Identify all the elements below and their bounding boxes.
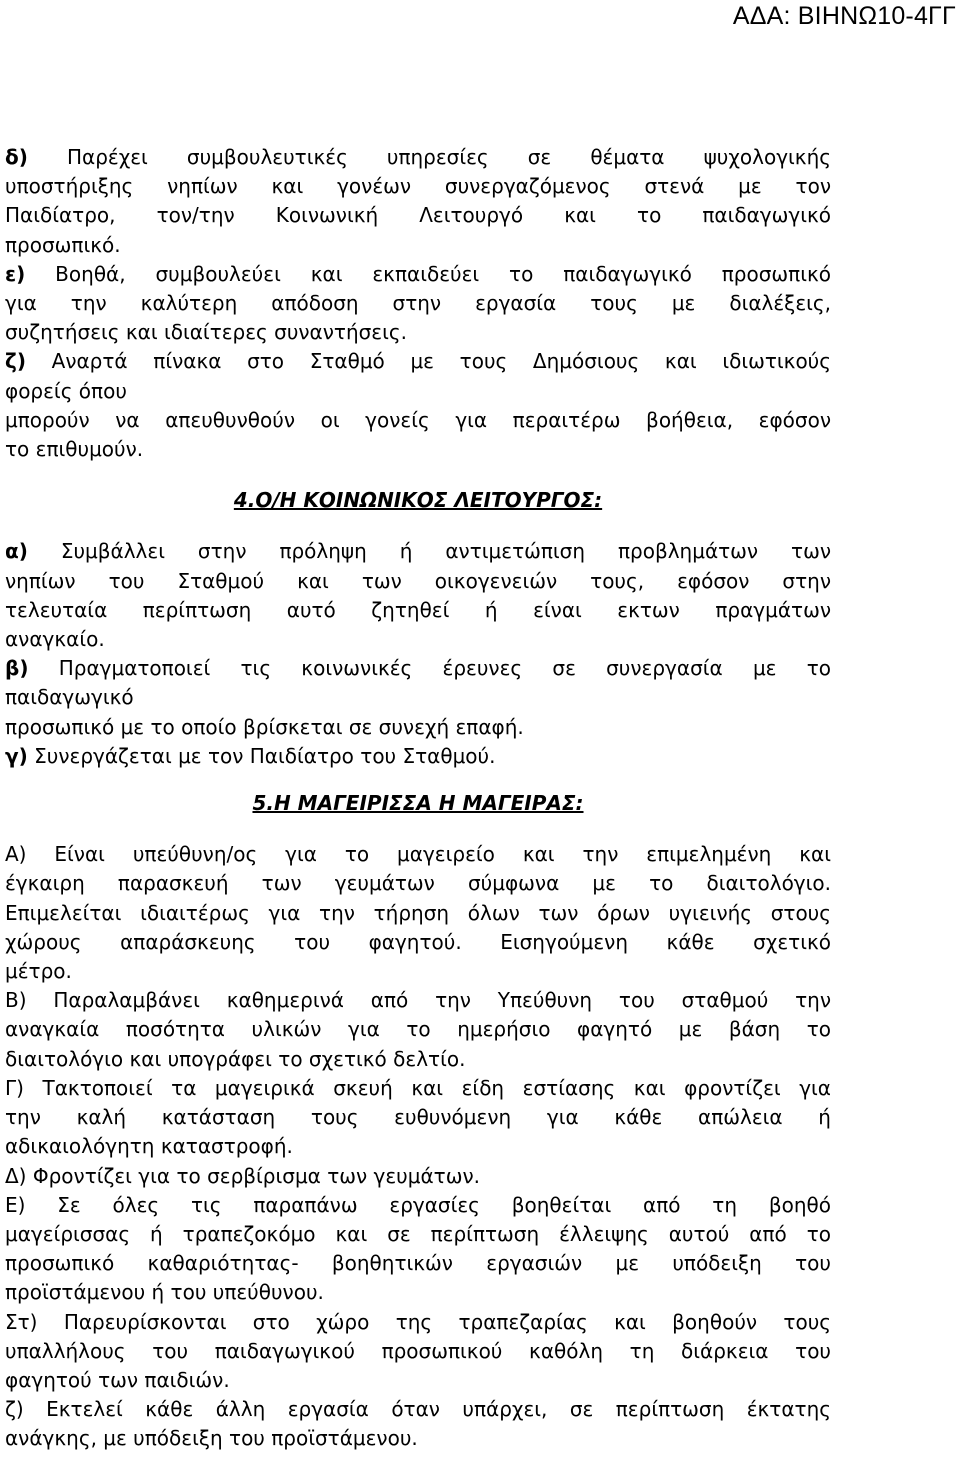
cook-line-17: Στ) Παρευρίσκονται στο χώρο της τραπεζαρίας και βοηθούν τους — [5, 1309, 831, 1334]
cook-line-15: προσωπικό καθαριότητας- βοηθητικών εργασιών με υπόδειξη του — [5, 1251, 831, 1276]
item-d-line-1 — [5, 143, 831, 172]
cook-line-20: ζ) Εκτελεί κάθε άλλη εργασία όταν υπάρχει, σε περίπτωση έκτατης — [5, 1397, 831, 1422]
item-e-text-1: Βοηθά, συμβουλεύει και εκπαιδεύει το παιδαγωγικό προσωπικό — [25, 261, 831, 286]
cook-line-6: Β) Παραλαμβάνει καθημερινά από την Υπεύθυνη του σταθμού την — [5, 988, 831, 1013]
item-a-line-3: τελευταία περίπτωση αυτό ζητηθεί ή είναι εκτων πραγμάτων — [5, 597, 831, 622]
cook-line-12: Δ) Φροντίζει για το σερβίρισμα των γευμάτων. — [5, 1163, 480, 1188]
cook-line-10: την καλή κατάσταση τους ευθυνόμενη για κάθε απώλεια ή — [5, 1105, 831, 1130]
item-a-line-2: νηπίων του Σταθμού και των οικογενειών τους, εφόσον στην — [5, 568, 831, 593]
spacer — [5, 818, 831, 840]
item-b-marker: β) — [5, 656, 29, 681]
cook-line-8: διαιτολόγιο και υπογράφει το σχετικό δελτίο. — [5, 1046, 466, 1071]
cook-line-5: μέτρο. — [5, 959, 72, 984]
item-z-line-2: φορείς όπου — [5, 378, 127, 403]
cook-line-3: Επιμελείται ιδιαιτέρως για την τήρηση όλων των όρων υγιεινής στους — [5, 900, 831, 925]
cook-line-18: υπαλλήλους του παιδαγωγικού προσωπικού καθόλη τη διάρκεια του — [5, 1338, 831, 1363]
section-5-heading: 5.Η ΜΑΓΕΙΡΙΣΣΑ Η ΜΑΓΕΙΡΑΣ: — [252, 791, 584, 816]
item-a-text-1: Συμβάλλει στην πρόληψη ή αντιμετώπιση προβλημάτων των — [27, 539, 831, 564]
item-b-text-1: Πραγματοποιεί τις κοινωνικές έρευνες σε συνεργασία με το — [28, 656, 831, 681]
item-d-line-2: υποστήριξης νηπίων και γονέων συνεργαζόμενος στενά με τον — [5, 174, 831, 199]
cook-line-16: προϊστάμενου ή του υπεύθυνου. — [5, 1280, 324, 1305]
cook-line-14: μαγείρισσας ή τραπεζοκόμο και σε περίπτωση έλλειψης αυτού από το — [5, 1221, 831, 1246]
document-code: ΑΔΑ: ΒΙΗΝΩ10-4ΓΓ — [732, 2, 956, 30]
cook-line-4: χώρους απαράσκευης του φαγητού. Εισηγούμενη κάθε σχετικό — [5, 929, 831, 954]
cook-line-19: φαγητού των παιδιών. — [5, 1367, 230, 1392]
cook-line-1: Α) Είναι υπεύθυνη/ος για το μαγειρείο και την επιμελημένη και — [5, 842, 831, 867]
item-z-marker: ζ) — [5, 349, 26, 374]
item-a-line-4: αναγκαίο. — [5, 627, 105, 652]
cook-line-11: αδικαιολόγητη καταστροφή. — [5, 1134, 293, 1159]
item-d-line-3: Παιδίατρο, τον/την Κοινωνική Λειτουργό και το παιδαγωγικό — [5, 203, 831, 228]
cook-line-13: Ε) Σε όλες τις παραπάνω εργασίες βοηθείται από τη βοηθό — [5, 1192, 831, 1217]
cook-line-2: έγκαιρη παρασκευή των γευμάτων σύμφωνα με το διαιτολόγιο. — [5, 871, 831, 896]
item-c-line-1 — [5, 742, 831, 771]
spacer — [5, 515, 831, 537]
section-4-heading: 4.Ο/Η ΚΟΙΝΩΝΙΚΟΣ ΛΕΙΤΟΥΡΓΟΣ: — [233, 488, 603, 513]
item-e-line-3: συζητήσεις και ιδιαίτερες συναντήσεις. — [5, 320, 407, 345]
item-b-line-3: προσωπικό με το οποίο βρίσκεται σε συνεχή επαφή. — [5, 714, 524, 739]
cook-line-7: αναγκαία ποσότητα υλικών για το ημερήσιο φαγητό με βάση το — [5, 1017, 831, 1042]
item-z-line-4: το επιθυμούν. — [5, 437, 144, 462]
item-c-text-1: Συνεργάζεται με τον Παιδίατρο του Σταθμού. — [27, 743, 496, 768]
cook-line-21: ανάγκης, με υπόδειξη του προϊστάμενου. — [5, 1426, 418, 1451]
item-d-marker: δ) — [5, 145, 28, 169]
item-e-marker: ε) — [5, 261, 26, 286]
item-z-line-3: μπορούν να απευθυνθούν οι γονείς για περαιτέρω βοήθεια, εφόσον — [5, 407, 831, 432]
item-b-line-2: παιδαγωγικό — [5, 685, 134, 710]
spacer — [5, 464, 831, 486]
item-a-line-1 — [5, 537, 831, 566]
item-d-text-1: Παρέχει συμβουλευτικές υπηρεσίες σε θέματα ψυχολογικής — [27, 145, 831, 169]
cook-line-9: Γ) Τακτοποιεί τα μαγειρικά σκευή και είδη εστίασης και φροντίζει για — [5, 1075, 831, 1100]
item-z-text-1: Αναρτά πίνακα στο Σταθμό με τους Δημόσιους και ιδιωτικούς — [25, 349, 831, 374]
item-b-line-1 — [5, 654, 831, 683]
document-body — [5, 143, 831, 1454]
item-z-line-1 — [5, 347, 831, 376]
spacer — [5, 771, 831, 789]
item-e-line-2: για την καλύτερη απόδοση στην εργασία τους με διαλέξεις, — [5, 291, 831, 316]
item-d-line-4: προσωπικό. — [5, 232, 121, 257]
item-e-line-1 — [5, 260, 831, 289]
item-c-marker: γ) — [5, 743, 28, 768]
item-a-marker: α) — [5, 539, 28, 564]
